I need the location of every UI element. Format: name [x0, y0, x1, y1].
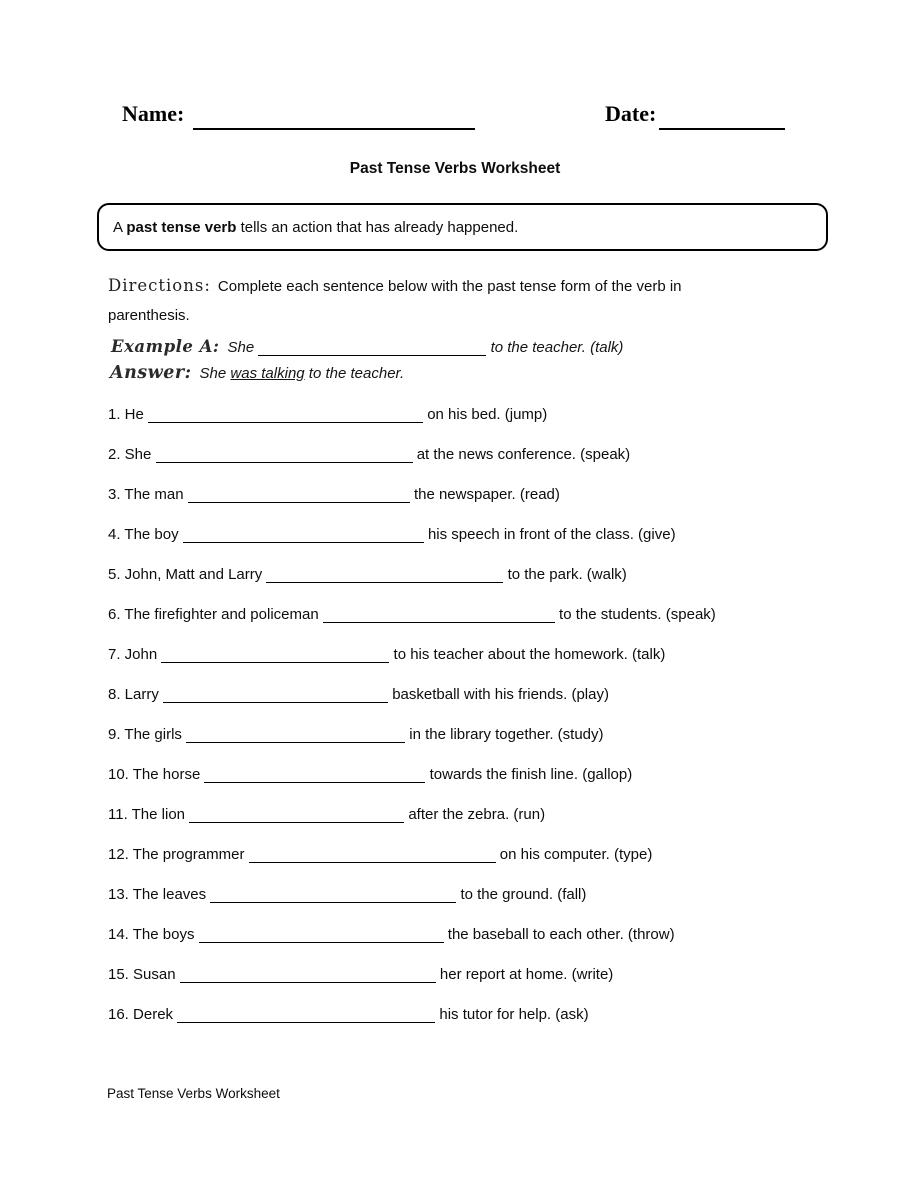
answer-blank-line [161, 661, 389, 663]
answer-blank-line [156, 461, 413, 463]
answer-blank-line [266, 581, 503, 583]
sentence-item [108, 406, 716, 446]
answer-label: Answer: [110, 363, 192, 383]
sentence-prefix: 13. The leaves [108, 886, 211, 903]
answer-blank-line [249, 861, 496, 863]
sentence-item [108, 526, 716, 566]
sentence-suffix: in the library together. (study) [405, 726, 604, 743]
sentence-suffix: to the park. (walk) [503, 566, 627, 583]
answer-blank-line [163, 701, 388, 703]
sentence-suffix: the baseball to each other. (throw) [443, 926, 675, 943]
directions-label: Directions: [108, 276, 211, 295]
answer-blank-line [186, 741, 405, 743]
sentence-suffix: her report at home. (write) [435, 966, 614, 983]
example-row [111, 337, 623, 356]
sentence-prefix: 9. The girls [108, 726, 187, 743]
sentence-suffix: towards the finish line. (gallop) [425, 766, 633, 783]
example-pre: She [227, 339, 255, 356]
sentence-suffix: the newspaper. (read) [409, 486, 560, 503]
directions-text: Complete each sentence below with the past tense form of the verb in parenthesis. [108, 278, 682, 324]
name-label: Name: [122, 101, 185, 126]
sentence-prefix: 15. Susan [108, 966, 180, 983]
answer-row [110, 363, 404, 383]
sentence-suffix: to his teacher about the homework. (talk) [389, 646, 666, 663]
name-blank-line [193, 128, 475, 130]
definition-term: past tense verb [126, 218, 237, 236]
sentence-prefix: 5. John, Matt and Larry [108, 566, 267, 583]
answer-blank-line [323, 621, 555, 623]
sentence-item [108, 606, 716, 646]
answer-blank-line [204, 781, 425, 783]
sentence-item [108, 766, 716, 806]
sentence-list [108, 406, 716, 1046]
sentence-item [108, 726, 716, 766]
sentence-item [108, 646, 716, 686]
sentence-suffix: his tutor for help. (ask) [435, 1006, 589, 1023]
sentence-prefix: 11. The lion [108, 806, 190, 823]
answer-post: to the teacher. [308, 365, 405, 382]
date-blank-line [659, 128, 785, 130]
sentence-prefix: 3. The man [108, 486, 188, 503]
sentence-item [108, 846, 716, 886]
sentence-suffix: on his computer. (type) [495, 846, 653, 863]
sentence-item [108, 886, 716, 926]
sentence-prefix: 10. The horse [108, 766, 205, 783]
footer-title: Past Tense Verbs Worksheet [107, 1086, 280, 1101]
sentence-item [108, 686, 716, 726]
page-title: Past Tense Verbs Worksheet [349, 160, 561, 177]
answer-blank-line [148, 421, 423, 423]
sentence-item [108, 926, 716, 966]
sentence-item [108, 806, 716, 846]
sentence-suffix: on his bed. (jump) [423, 406, 548, 423]
definition-text [113, 219, 518, 236]
answer-blank-line [183, 541, 424, 543]
example-label: Example A: [111, 337, 220, 356]
answer-blank-line [199, 941, 444, 943]
sentence-suffix: after the zebra. (run) [404, 806, 546, 823]
answer-underlined-verb: was talking [230, 365, 305, 382]
sentence-prefix: 16. Derek [108, 1006, 178, 1023]
sentence-suffix: to the students. (speak) [554, 606, 716, 623]
sentence-item [108, 566, 716, 606]
answer-blank-line [177, 1021, 435, 1023]
answer-blank-line [180, 981, 436, 983]
sentence-item [108, 486, 716, 526]
directions-paragraph [108, 271, 763, 330]
sentence-prefix: 1. He [108, 406, 149, 423]
definition-box [97, 203, 828, 251]
example-post: to the teacher. (talk) [490, 339, 624, 356]
definition-pre: A [113, 218, 127, 236]
sentence-prefix: 8. Larry [108, 686, 164, 703]
sentence-item [108, 1006, 716, 1046]
example-blank-line [258, 354, 486, 356]
answer-blank-line [210, 901, 456, 903]
sentence-prefix: 6. The firefighter and policeman [108, 606, 323, 623]
sentence-prefix: 2. She [108, 446, 156, 463]
sentence-item [108, 966, 716, 1006]
sentence-suffix: his speech in front of the class. (give) [423, 526, 676, 543]
sentence-prefix: 12. The programmer [108, 846, 249, 863]
sentence-suffix: at the news conference. (speak) [412, 446, 631, 463]
sentence-prefix: 4. The boy [108, 526, 183, 543]
date-label: Date: [605, 101, 657, 126]
sentence-suffix: basketball with his friends. (play) [388, 686, 609, 703]
sentence-prefix: 14. The boys [108, 926, 199, 943]
sentence-item [108, 446, 716, 486]
answer-pre: She [199, 365, 227, 382]
definition-post: tells an action that has already happened. [236, 218, 519, 236]
sentence-prefix: 7. John [108, 646, 162, 663]
answer-blank-line [189, 821, 404, 823]
sentence-suffix: to the ground. (fall) [456, 886, 587, 903]
answer-blank-line [188, 501, 410, 503]
